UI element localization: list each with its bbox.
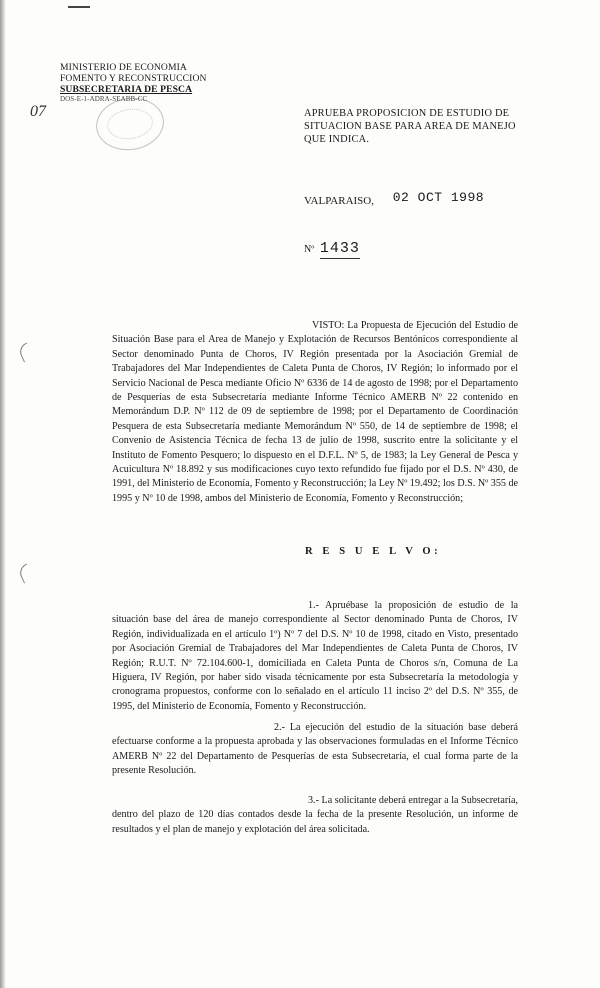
seal-inner-ring [105, 106, 155, 142]
number-value: 1433 [319, 240, 360, 257]
number-label: Nº [304, 244, 315, 255]
resolution-item-1: 1.- Apruébase la proposición de estudio de la situación base del área de manejo correspondiente al Sector denominado Punta de Choros, IV Región, individualizada en el artículo 1º) Nº 7 del D.S. Nº 10 de 1998, citado en Visto, presentado por Asociación Gremial de Trabajadores del Mar Independientes de Caleta Punta de Choros, IV Región; R.U.T. Nº 72.104.600-1, domiciliada en Caleta Punta de Choros s/n, Comuna de La Higuera, IV Región, por haber sido visada técnicamente por esta Subsecretaría la metodología y cronograma propuestos, conforme con lo señalado en el artículo 11 inciso 2º del D.S. Nº 355, de 1995, del Ministerio de Economía, Fomento y Reconstrucción. [112, 600, 518, 712]
resolution-number [304, 240, 360, 257]
resolution-subject: APRUEBA PROPOSICION DE ESTUDIO DE SITUACION BASE PARA AREA DE MANEJO QUE INDICA. [304, 108, 516, 145]
handwritten-margin-mark: 07 [30, 103, 46, 120]
date-stamp: 02 OCT 1998 [392, 190, 485, 205]
ministry-name: MINISTERIO DE ECONOMIA [60, 62, 187, 73]
top-mark [68, 6, 90, 8]
place-name: VALPARAISO, [304, 195, 374, 207]
resolution-item-2: 2.- La ejecución del estudio de la situación base deberá efectuarse conforme a la propuesta aprobada y las observaciones formuladas en el Informe Técnico AMERB Nº 22 del Departamento de Pesquerías de esta Subsecretaría, el cual forma parte de la presente Resolución. [112, 722, 518, 777]
resolution-item-3: 3.- La solicitante deberá entregar a la Subsecretaría, dentro del plazo de 120 días contados desde la fecha de la presente Resolución, un informe de resultados y el plan de manejo y explotación del área solicitada. [112, 795, 518, 835]
resuelvo-heading: R E S U E L V O: [305, 546, 442, 557]
ministry-subtitle: FOMENTO Y RECONSTRUCCION [60, 73, 207, 84]
margin-bracket-mark [17, 342, 34, 362]
visto-paragraph: VISTO: La Propuesta de Ejecución del Estudio de Situación Base para el Area de Manejo y Explotación de Recursos Bentónicos correspondiente al Sector denominado Punta de Choros, IV Región presentada por la Asociación Gremial de Trabajadores del Mar Independientes de Caleta Punta de Choros, IV Región; lo informado por el Servicio Nacional de Pesca mediante Oficio Nº 6336 de 14 de agosto de 1998; por el Departamento de Pesquerías de esta Subsecretaría mediante Informe Técnico AMERB Nº 22 contenido en Memorándum D.P. Nº 112 de 09 de septiembre de 1998; por el Departamento de Coordinación Pesquera de esta Subsecretaría mediante Memorándum Nº 550, de 14 de septiembre de 1998; el Convenio de Asistencia Técnica de fecha 13 de julio de 1998, suscrito entre la solicitante y el Instituto de Fomento Pesquero; lo dispuesto en el D.F.L. Nº 5, de 1983; la Ley General de Pesca y Acuicultura Nº 18.892 y sus modificaciones cuyo texto refundido fue fijado por el D.S. Nº 430, de 1991, del Ministerio de Economía, Fomento y Reconstrucción; la Ley Nº 19.492; los D.S. Nº 355 de 1995 y Nº 10 de 1998, ambos del Ministerio de Economía, Fomento y Reconstrucción; [112, 320, 518, 504]
margin-bracket-mark [17, 563, 34, 583]
scan-edge-shadow [0, 0, 6, 988]
document-code: DOS-E-1-ADRA-SEABB-CC [60, 95, 148, 103]
place-and-date [304, 190, 485, 208]
undersecretariat-name: SUBSECRETARIA DE PESCA [60, 84, 193, 95]
